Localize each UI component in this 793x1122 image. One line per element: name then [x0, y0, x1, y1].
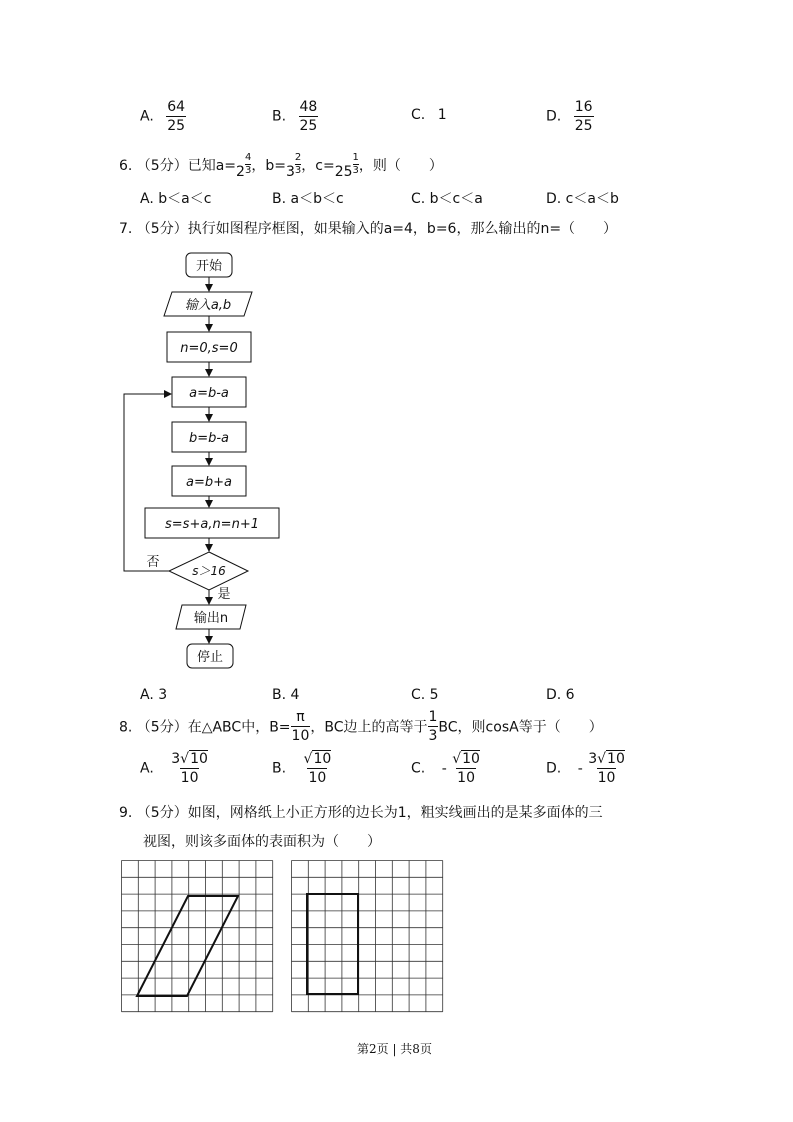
flow-step1-label: a=b-a — [189, 386, 229, 401]
fraction: $\frac{48}{25}$ — [299, 99, 318, 134]
fraction: $\frac{1}{3}$ — [428, 709, 438, 744]
flow-decision-label: s＞16 — [192, 564, 226, 578]
q7-option-d: D. 6 — [546, 687, 575, 703]
q5-option-b: B. $\frac{48}{25}$ — [272, 99, 318, 134]
q8-option-a: A. $\frac{3√10}{10}$ — [140, 751, 208, 786]
flow-end-label: 停止 — [196, 650, 224, 665]
q8-option-c: C. - $\frac{√10}{10}$ — [411, 751, 480, 786]
q7-option-b: B. 4 — [272, 687, 300, 703]
flow-step2-label: b=b-a — [188, 431, 230, 446]
q5-option-a: A. $\frac{64}{25}$ — [140, 99, 186, 134]
q7-option-a: A. 3 — [140, 687, 168, 703]
flow-init-label: n=0,s=0 — [180, 341, 238, 356]
q9-stem-line1: 9. （5分）如图，网格纸上小正方形的边长为1，粗实线画出的是某多面体的三 — [119, 805, 603, 821]
exponent: $\frac{1}{3}$ — [352, 152, 359, 176]
flow-yes-label: 是 — [217, 587, 231, 602]
three-view-grid-left — [121, 860, 274, 1014]
exponent: $\frac{4}{3}$ — [244, 152, 252, 176]
q8-stem: 8. （5分）在△ABC中，B= $\frac{\pi}{10}$ ，BC边上的高等于 $\frac{1}{3}$ BC，则cosA等于（ ） — [119, 709, 603, 744]
q8-option-d: D. - $\frac{3√10}{10}$ — [546, 751, 625, 786]
q6-option-c: C. b＜c＜a — [411, 191, 483, 207]
flow-output-label: 输出n — [193, 611, 229, 626]
flowchart — [100, 245, 300, 675]
q6-option-b: B. a＜b＜c — [272, 191, 344, 207]
fraction: $\frac{√10}{10}$ — [452, 751, 480, 786]
q6-stem: 6. （5分）已知a=2 $\frac{4}{3}$ ，b=3 $\frac{2}{3}$ ，c=25 $\frac{1}{3}$ ，则（ ） — [119, 152, 443, 180]
three-view-grid-right — [291, 860, 444, 1014]
flow-step3-label: a=b+a — [186, 475, 232, 490]
flow-input-label: 输入a,b — [184, 298, 232, 313]
fraction: $\frac{3√10}{10}$ — [171, 751, 208, 786]
flow-step4-label: s=s+a,n=n+1 — [165, 517, 259, 532]
q6-option-d: D. c＜a＜b — [546, 191, 619, 207]
exponent: $\frac{2}{3}$ — [294, 152, 302, 176]
fraction: $\frac{3√10}{10}$ — [588, 751, 625, 786]
q9-stem-line2: 视图，则该多面体的表面积为（ ） — [143, 834, 381, 850]
q7-stem: 7. （5分）执行如图程序框图，如果输入的a=4，b=6，那么输出的n=（ ） — [119, 221, 618, 237]
q5-option-d: D. $\frac{16}{25}$ — [546, 99, 593, 134]
flow-no-label: 否 — [146, 555, 160, 570]
q7-option-c: C. 5 — [411, 687, 439, 703]
fraction: $\frac{64}{25}$ — [167, 99, 186, 134]
q8-option-b: B. $\frac{√10}{10}$ — [272, 751, 332, 786]
fraction: $\frac{√10}{10}$ — [303, 751, 332, 786]
fraction: $\frac{\pi}{10}$ — [291, 709, 310, 744]
page-footer: 第2页 | 共8页 — [357, 1042, 432, 1056]
q6-option-a: A. b＜a＜c — [140, 191, 212, 207]
flow-start-label: 开始 — [195, 259, 223, 274]
fraction: $\frac{16}{25}$ — [574, 99, 593, 134]
q5-option-c: C. 1 — [411, 107, 447, 123]
rectangle-outline — [307, 894, 358, 994]
